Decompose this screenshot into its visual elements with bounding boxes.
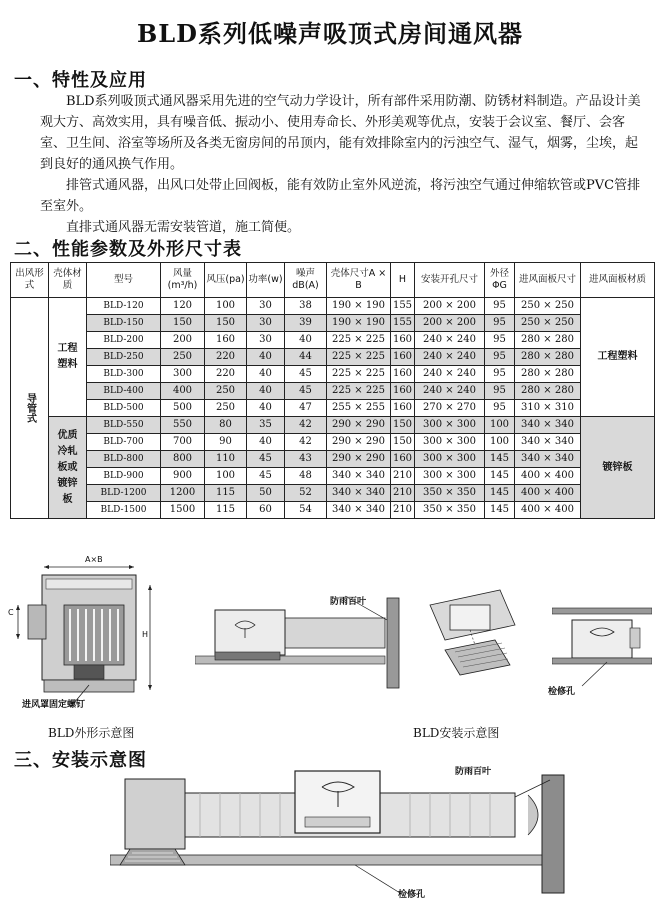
cell-flow: 1200 [161,485,205,502]
install-diagram-access [552,598,652,698]
cell-dia: 100 [485,417,515,434]
cell-hole: 350 × 350 [415,485,485,502]
cell-h: 160 [391,400,415,417]
caption-install: BLD安装示意图 [413,726,500,740]
cell-hole: 240 × 240 [415,332,485,349]
cell-size: 290 × 290 [327,434,391,451]
install-diagram-side [195,590,410,700]
cell-dia: 95 [485,400,515,417]
cell-dia: 95 [485,315,515,332]
cell-panel: 340 × 340 [515,417,581,434]
cell-h: 210 [391,502,415,519]
table-row [11,332,655,349]
features-paragraph: BLD系列吸顶式通风器采用先进的空气动力学设计，所有部件采用防潮、防锈材料制造。产品设计美观大方、高效实用，具有噪音低、振动小、使用寿命长、外形美观等优点，安装于会议室、餐厅、会客室、卫生间、浴室等场所及各类无窗房间的吊顶内，能有效排除室内的污浊空气、湿气，烟雾，尘埃，起到良好的通风换气作用。 [40,94,641,172]
cell-size: 225 × 225 [327,349,391,366]
section-heading-install: 三、安装示意图 [14,750,147,771]
cell-panel: 400 × 400 [515,502,581,519]
header-outlet: 出风形式 [11,263,49,298]
cell-model: BLD-900 [87,468,161,485]
cell-noise: 52 [285,485,327,502]
cell-flow: 120 [161,298,205,315]
cell-model: BLD-550 [87,417,161,434]
table-row [11,349,655,366]
cell-size: 340 × 340 [327,485,391,502]
cell-flow: 200 [161,332,205,349]
cell-size: 290 × 290 [327,451,391,468]
cell-noise: 54 [285,502,327,519]
header-panel-material: 进风面板材质 [581,263,655,298]
cell-panel: 280 × 280 [515,349,581,366]
features-paragraph: 直排式通风器无需安装管道，施工简便。 [66,220,301,235]
cell-h: 155 [391,298,415,315]
header-power: 功率(w) [247,263,285,298]
header-hole: 安装开孔尺寸 [415,263,485,298]
cell-power: 30 [247,315,285,332]
cell-hole: 200 × 200 [415,315,485,332]
cell-panel: 280 × 280 [515,383,581,400]
cell-panel: 250 × 250 [515,298,581,315]
cell-power: 30 [247,298,285,315]
cell-size: 290 × 290 [327,417,391,434]
cell-noise: 45 [285,383,327,400]
cell-power: 45 [247,451,285,468]
cell-model: BLD-150 [87,315,161,332]
cell-h: 150 [391,417,415,434]
cell-pressure: 90 [205,434,247,451]
cell-power: 40 [247,349,285,366]
table-row [11,451,655,468]
panel-material-cell: 工程塑料 [581,298,655,417]
page-title: BLD系列低噪声吸顶式房间通风器 [137,19,523,48]
cell-noise: 38 [285,298,327,315]
header-flow: 风量(m³/h) [161,263,205,298]
cell-size: 340 × 340 [327,468,391,485]
material-cell: 工程塑料 [49,298,87,417]
cell-panel: 280 × 280 [515,332,581,349]
cell-panel: 280 × 280 [515,366,581,383]
cell-flow: 800 [161,451,205,468]
cell-h: 210 [391,485,415,502]
cell-panel: 310 × 310 [515,400,581,417]
cell-model: BLD-120 [87,298,161,315]
header-noise: 噪声dB(A) [285,263,327,298]
screw-label: 进风罩固定螺钉 [22,700,86,710]
header-model: 型号 [87,263,161,298]
cell-flow: 500 [161,400,205,417]
outlet-type-cell: 导管式 [11,298,49,519]
install-diagram-ceiling [420,585,520,680]
cell-h: 160 [391,451,415,468]
dim-h-label: H [142,630,149,639]
cell-size: 190 × 190 [327,315,391,332]
cell-size: 190 × 190 [327,298,391,315]
cell-model: BLD-1200 [87,485,161,502]
cell-panel: 340 × 340 [515,451,581,468]
cell-noise: 47 [285,400,327,417]
cell-hole: 300 × 300 [415,451,485,468]
cell-dia: 145 [485,451,515,468]
cell-noise: 39 [285,315,327,332]
table-row [11,383,655,400]
access-hole-label: 检修孔 [548,687,576,697]
cell-dia: 95 [485,349,515,366]
cell-noise: 44 [285,349,327,366]
rain-louver-label-large: 防雨百叶 [455,767,492,777]
spec-table-header [11,263,655,298]
header-h: H [391,263,415,298]
cell-model: BLD-200 [87,332,161,349]
cell-flow: 250 [161,349,205,366]
caption-outline: BLD外形示意图 [48,726,135,740]
rain-louver-label: 防雨百叶 [330,597,367,607]
cell-h: 155 [391,315,415,332]
spec-table-body [11,298,655,519]
table-row [11,502,655,519]
dim-ab-label: A×B [85,555,103,564]
header-pressure: 风压(pa) [205,263,247,298]
cell-flow: 700 [161,434,205,451]
cell-flow: 900 [161,468,205,485]
cell-panel: 400 × 400 [515,485,581,502]
cell-pressure: 220 [205,366,247,383]
cell-model: BLD-800 [87,451,161,468]
cell-dia: 95 [485,383,515,400]
cell-hole: 300 × 300 [415,434,485,451]
cell-h: 160 [391,349,415,366]
material-cell: 优质冷轧板或镀锌板 [49,417,87,519]
cell-hole: 200 × 200 [415,298,485,315]
cell-pressure: 110 [205,451,247,468]
cell-hole: 240 × 240 [415,383,485,400]
cell-model: BLD-500 [87,400,161,417]
cell-flow: 300 [161,366,205,383]
cell-panel: 250 × 250 [515,315,581,332]
table-row [11,366,655,383]
cell-pressure: 100 [205,468,247,485]
cell-size: 340 × 340 [327,502,391,519]
cell-pressure: 220 [205,349,247,366]
cell-noise: 45 [285,366,327,383]
features-text [40,91,650,238]
cell-pressure: 160 [205,332,247,349]
cell-pressure: 250 [205,400,247,417]
cell-flow: 400 [161,383,205,400]
cell-power: 50 [247,485,285,502]
cell-hole: 300 × 300 [415,468,485,485]
header-material: 壳体材质 [49,263,87,298]
spec-table [10,262,655,519]
cell-model: BLD-700 [87,434,161,451]
cell-size: 255 × 255 [327,400,391,417]
cell-h: 160 [391,332,415,349]
cell-power: 45 [247,468,285,485]
cell-power: 40 [247,400,285,417]
cell-dia: 145 [485,468,515,485]
cell-pressure: 80 [205,417,247,434]
cell-flow: 1500 [161,502,205,519]
cell-dia: 145 [485,485,515,502]
cell-panel: 400 × 400 [515,468,581,485]
cell-flow: 150 [161,315,205,332]
cell-pressure: 150 [205,315,247,332]
cell-hole: 300 × 300 [415,417,485,434]
table-row [11,298,655,315]
header-dia: 外径ΦG [485,263,515,298]
cell-hole: 350 × 350 [415,502,485,519]
cell-hole: 240 × 240 [415,349,485,366]
header-size: 壳体尺寸A × B [327,263,391,298]
installation-diagram [110,765,580,905]
cell-panel: 340 × 340 [515,434,581,451]
table-row [11,468,655,485]
cell-model: BLD-250 [87,349,161,366]
cell-hole: 240 × 240 [415,366,485,383]
cell-noise: 42 [285,417,327,434]
cell-power: 40 [247,434,285,451]
cell-size: 225 × 225 [327,366,391,383]
cell-h: 210 [391,468,415,485]
cell-pressure: 100 [205,298,247,315]
cell-h: 160 [391,366,415,383]
cell-power: 35 [247,417,285,434]
cell-power: 40 [247,366,285,383]
cell-size: 225 × 225 [327,383,391,400]
cell-noise: 40 [285,332,327,349]
cell-dia: 95 [485,332,515,349]
cell-noise: 42 [285,434,327,451]
features-paragraph: 排管式通风器，出风口处带止回阀板，能有效防止室外风逆流，将污浊空气通过伸缩软管或PVC管排至室外。 [40,178,641,214]
cell-h: 160 [391,383,415,400]
cell-hole: 270 × 270 [415,400,485,417]
cell-noise: 43 [285,451,327,468]
panel-material-cell: 镀锌板 [581,417,655,519]
table-row [11,417,655,434]
cell-h: 150 [391,434,415,451]
cell-pressure: 250 [205,383,247,400]
cell-pressure: 115 [205,502,247,519]
section-heading-features: 一、特性及应用 [14,70,147,91]
cell-size: 225 × 225 [327,332,391,349]
table-row [11,434,655,451]
header-panel: 进风面板尺寸 [515,263,581,298]
cell-dia: 145 [485,502,515,519]
cell-model: BLD-300 [87,366,161,383]
cell-flow: 550 [161,417,205,434]
dim-c-label: C [8,608,14,617]
outline-diagram [4,555,164,720]
cell-dia: 100 [485,434,515,451]
table-row [11,315,655,332]
cell-power: 60 [247,502,285,519]
cell-dia: 95 [485,366,515,383]
section-heading-specs: 二、性能参数及外形尺寸表 [14,239,242,260]
cell-dia: 95 [485,298,515,315]
cell-noise: 48 [285,468,327,485]
cell-model: BLD-400 [87,383,161,400]
table-row [11,400,655,417]
cell-power: 30 [247,332,285,349]
cell-model: BLD-1500 [87,502,161,519]
cell-power: 40 [247,383,285,400]
access-hole-label-large: 检修孔 [398,890,426,900]
table-row [11,485,655,502]
cell-pressure: 115 [205,485,247,502]
